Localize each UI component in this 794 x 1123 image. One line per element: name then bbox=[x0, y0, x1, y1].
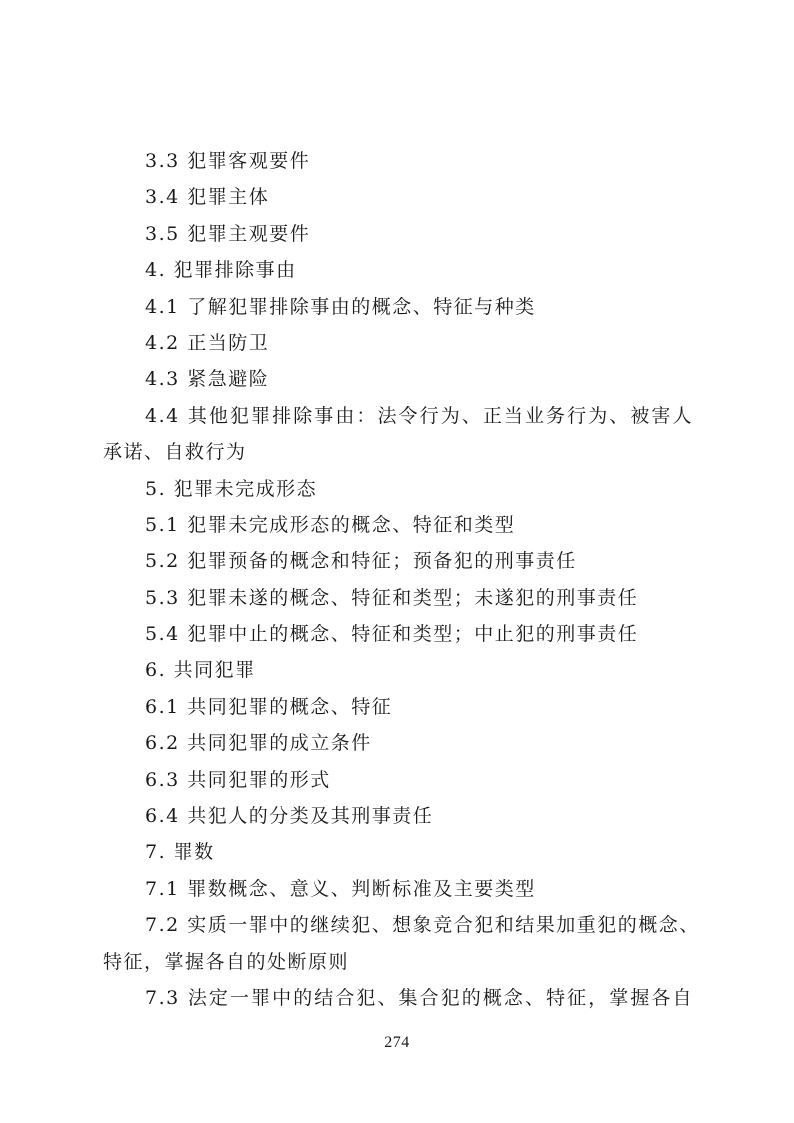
section-heading: 5. 犯罪未完成形态 bbox=[145, 477, 318, 500]
text-line: 6.4 共犯人的分类及其刑事责任 bbox=[145, 805, 434, 828]
text-line: 6.1 共同犯罪的概念、特征 bbox=[145, 695, 393, 718]
section-heading: 7. 罪数 bbox=[145, 841, 215, 864]
text-line: 4.1 了解犯罪排除事由的概念、特征与种类 bbox=[145, 295, 536, 318]
page-number: 274 bbox=[384, 1034, 410, 1051]
text-line: 7.2 实质一罪中的继续犯、想象竞合犯和结果加重犯的概念、 bbox=[145, 914, 700, 937]
text-line: 3.3 犯罪客观要件 bbox=[145, 150, 311, 172]
text-line: 4.3 紧急避险 bbox=[145, 368, 270, 391]
text-line: 6.2 共同犯罪的成立条件 bbox=[145, 732, 372, 755]
text-line: 7.3 法定一罪中的结合犯、集合犯的概念、特征，掌握各自 bbox=[145, 986, 693, 1009]
text-line: 7.1 罪数概念、意义、判断标准及主要类型 bbox=[145, 877, 536, 900]
text-line: 5.1 犯罪未完成形态的概念、特征和类型 bbox=[145, 513, 516, 536]
body-text bbox=[103, 143, 700, 1016]
text-line-continuation: 特征，掌握各自的处断原则 bbox=[103, 950, 350, 973]
section-heading: 6. 共同犯罪 bbox=[145, 659, 256, 682]
text-line: 3.4 犯罪主体 bbox=[145, 186, 270, 209]
text-line: 5.2 犯罪预备的概念和特征；预备犯的刑事责任 bbox=[145, 550, 577, 573]
text-line: 3.5 犯罪主观要件 bbox=[145, 222, 311, 245]
text-line-continuation: 承诺、自救行为 bbox=[103, 441, 247, 464]
text-line: 5.4 犯罪中止的概念、特征和类型；中止犯的刑事责任 bbox=[145, 623, 639, 646]
text-line: 4.4 其他犯罪排除事由：法令行为、正当业务行为、被害人 bbox=[145, 404, 693, 427]
section-heading: 4. 犯罪排除事由 bbox=[145, 259, 297, 282]
text-line: 6.3 共同犯罪的形式 bbox=[145, 768, 331, 791]
text-line: 4.2 正当防卫 bbox=[145, 331, 270, 354]
text-line: 5.3 犯罪未遂的概念、特征和类型；未遂犯的刑事责任 bbox=[145, 586, 639, 609]
